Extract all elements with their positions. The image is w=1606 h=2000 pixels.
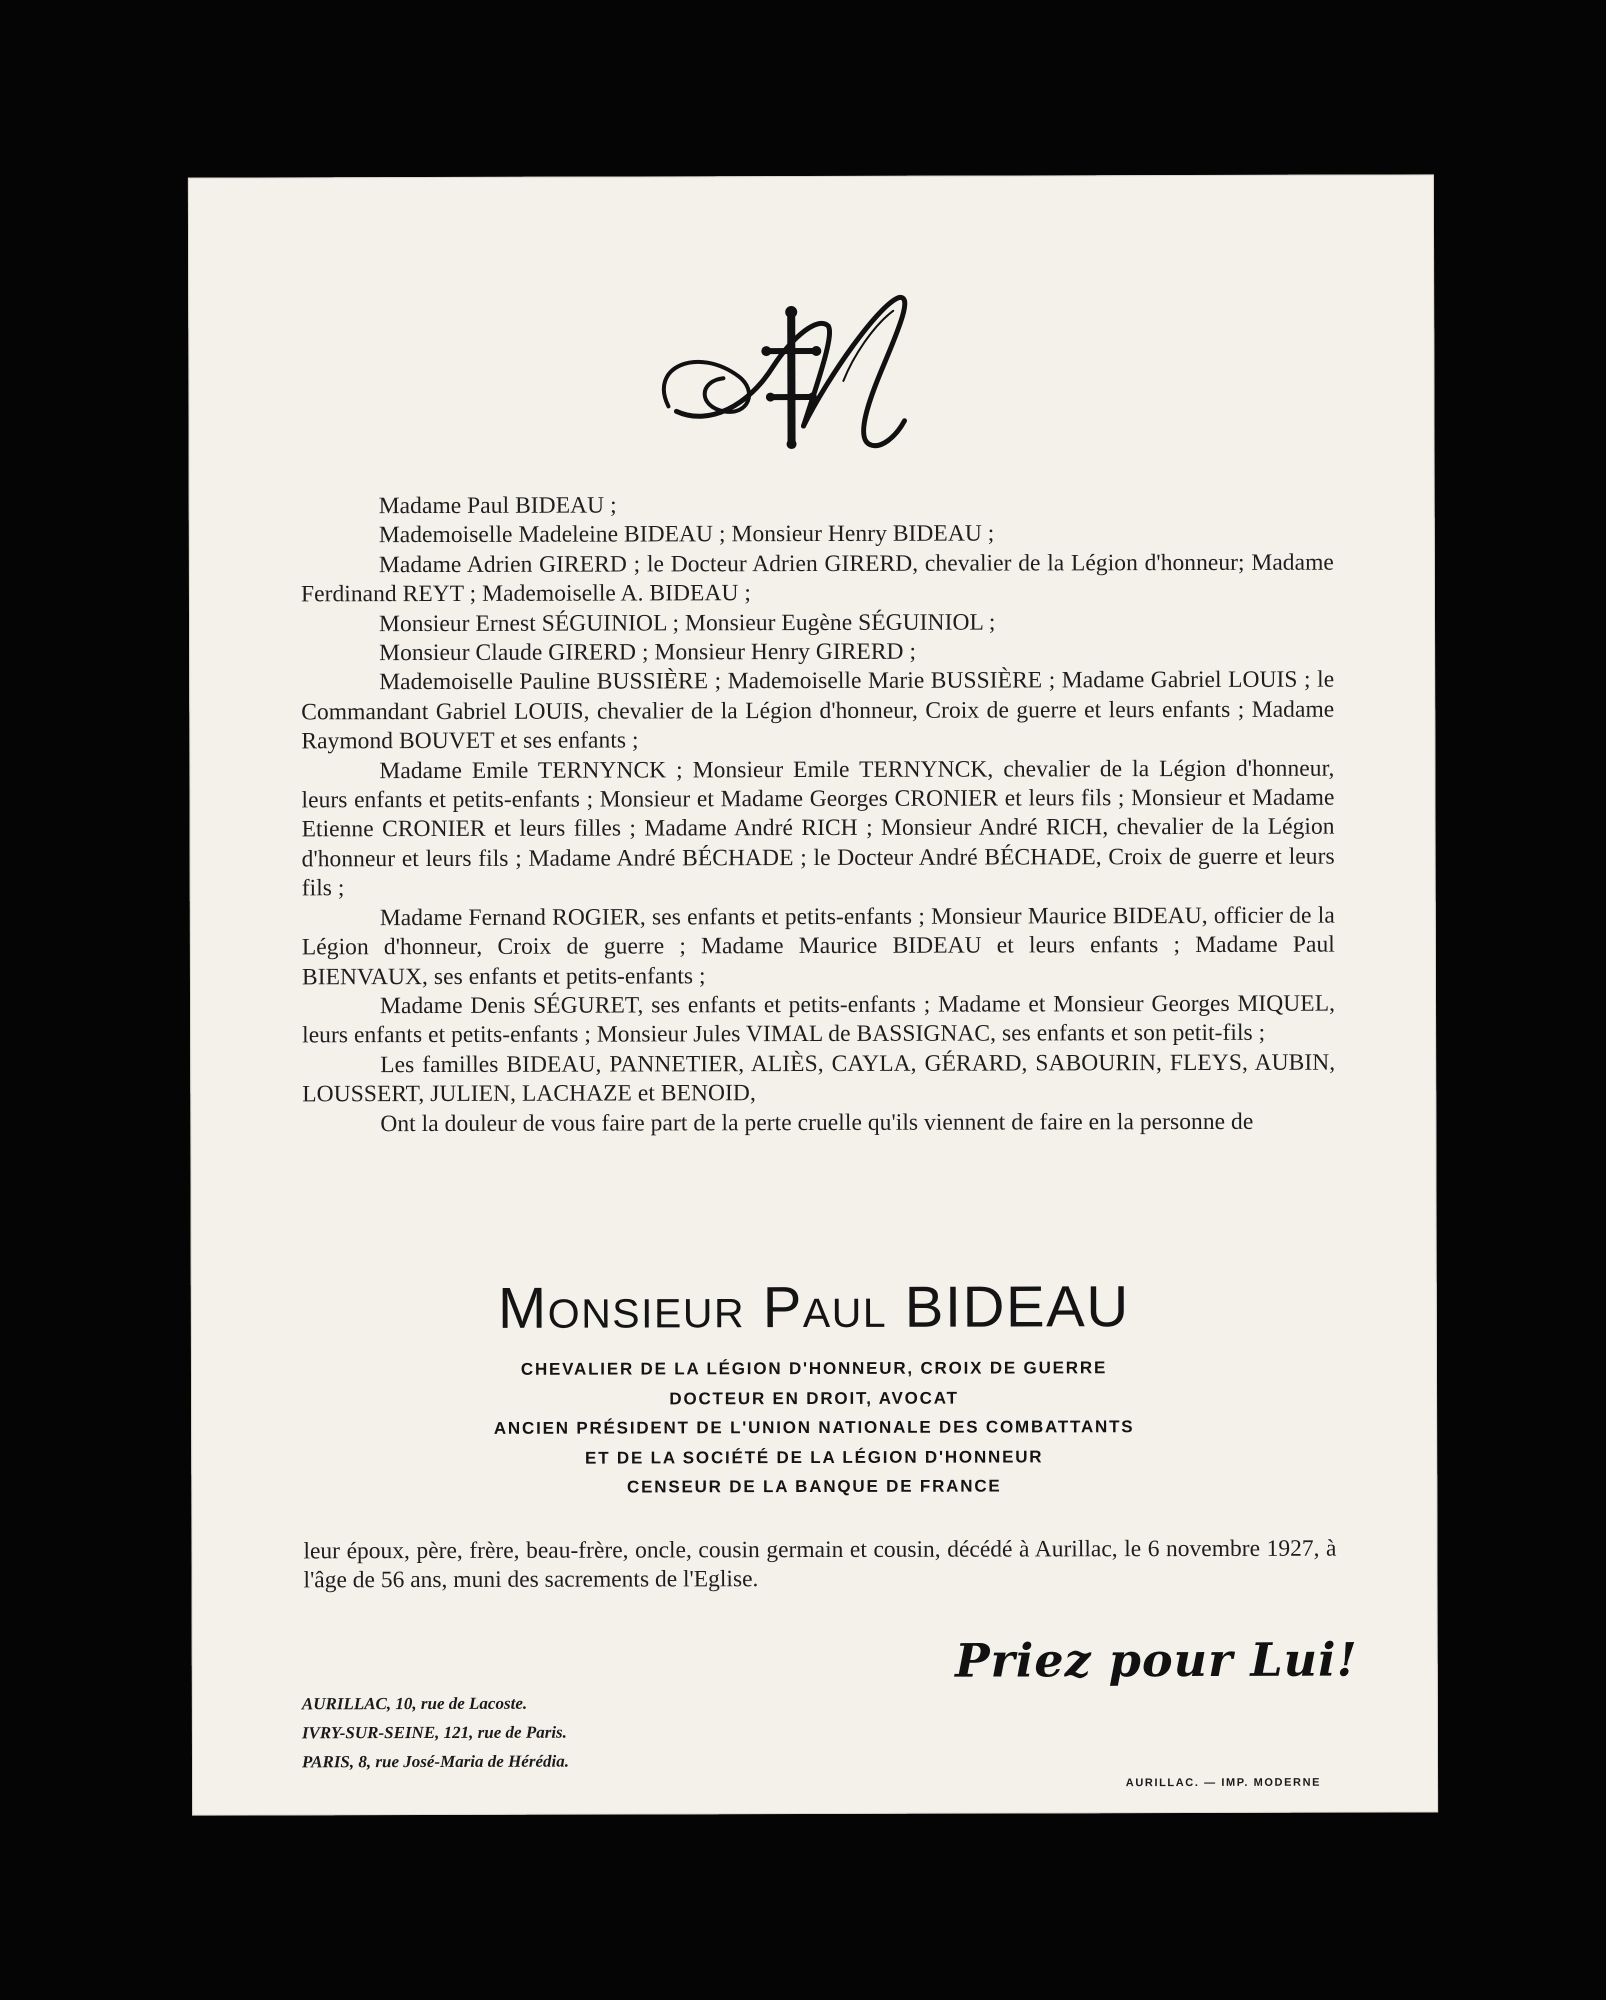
mourner-paragraph: Les familles BIDEAU, PANNETIER, ALIÈS, CAYLA, GÉRARD, SABOURIN, FLEYS, AUBIN, LOUSSERT, JULIEN, LACHAZE et BENOID,: [302, 1049, 1336, 1108]
mourner-paragraph: Madame Denis SÉGURET, ses enfants et petits-enfants ; Madame et Monsieur Georges MIQUEL, leurs enfants et petits-enfants ; Monsieur Jules VIMAL de BASSIGNAC, ses enfants et son petit-fils ;: [302, 990, 1336, 1049]
deceased-title: CHEVALIER DE LA LÉGION D'HONNEUR, CROIX DE GUERRE: [520, 1358, 1108, 1379]
address-line: PARIS, 8, rue José-Maria de Hérédia.: [301, 1751, 569, 1772]
cross-monogram-icon: [628, 286, 959, 507]
closing-text: leur époux, père, frère, beau-frère, oncle, cousin germain et cousin, décédé à Aurillac, le 6 novembre 1927, à l'âge de 56 ans, muni des sacrements de l'Eglise.: [303, 1535, 1337, 1594]
printer-imprint: AURILLAC. — IMP. MODERNE: [1125, 1776, 1322, 1790]
addresses-list: [302, 1689, 569, 1777]
deceased-block: [191, 1274, 1438, 1503]
announcement-sentence: Ont la douleur de vous faire part de la perte cruelle qu'ils viennent de faire en la personne de: [380, 1108, 1254, 1137]
mourners-list: [301, 490, 1336, 1140]
prayer-line: Priez pour Lui!: [954, 1632, 1358, 1688]
mourner-paragraph: Monsieur Ernest SÉGUINIOL ; Monsieur Eugène SÉGUINIOL ;: [378, 609, 996, 637]
deceased-title: DOCTEUR EN DROIT, AVOCAT: [669, 1388, 959, 1408]
address-line: IVRY-SUR-SEINE, 121, rue de Paris.: [301, 1722, 567, 1743]
mourner-paragraph: Madame Emile TERNYNCK ; Monsieur Emile TERNYNCK, chevalier de la Légion d'honneur, leurs enfants et petits-enfants ; Monsieur et Madame Georges CRONIER et leurs fils ; Monsieur et Madame Etienne CRONIER et leurs filles ; Madame André RICH ; Monsieur André RICH, chevalier de la Légion d'honneur et leurs fils ; Madame André BÉCHADE ; le Docteur André BÉCHADE, Croix de guerre et leurs fils ;: [301, 755, 1335, 902]
mourner-paragraph: Madame Adrien GIRERD ; le Docteur Adrien GIRERD, chevalier de la Légion d'honneur; Madame Ferdinand REYT ; Mademoiselle A. BIDEAU ;: [300, 549, 1334, 608]
mourner-paragraph: Madame Paul BIDEAU ;: [378, 492, 617, 520]
mourner-paragraph: Monsieur Claude GIRERD ; Monsieur Henry GIRERD ;: [379, 638, 917, 667]
deceased-title: ET DE LA SOCIÉTÉ DE LA LÉGION D'HONNEUR: [585, 1446, 1044, 1468]
deceased-name: Monsieur Paul BIDEAU: [497, 1274, 1130, 1341]
closing-paragraph: [303, 1535, 1336, 1597]
deceased-title: ANCIEN PRÉSIDENT DE L'UNION NATIONALE DES COMBATTANTS: [493, 1417, 1135, 1438]
funeral-notice-page: [188, 174, 1438, 1815]
address-line: AURILLAC, 10, rue de Lacoste.: [301, 1693, 528, 1714]
mourner-paragraph: Madame Fernand ROGIER, ses enfants et petits-enfants ; Monsieur Maurice BIDEAU, officier de la Légion d'honneur, Croix de guerre ; Madame Maurice BIDEAU et leurs enfants ; Madame Paul BIENVAUX, ses enfants et petits-enfants ;: [301, 902, 1335, 990]
mourner-paragraph: Mademoiselle Pauline BUSSIÈRE ; Mademoiselle Marie BUSSIÈRE ; Madame Gabriel LOUIS ; le Commandant Gabriel LOUIS, chevalier de la Légion d'honneur, Croix de guerre et leurs enfants ; Madame Raymond BOUVET et ses enfants ;: [301, 667, 1335, 755]
mourner-paragraph: Mademoiselle Madeleine BIDEAU ; Monsieur Henry BIDEAU ;: [378, 520, 995, 549]
deceased-title: CENSEUR DE LA BANQUE DE FRANCE: [626, 1476, 1002, 1497]
